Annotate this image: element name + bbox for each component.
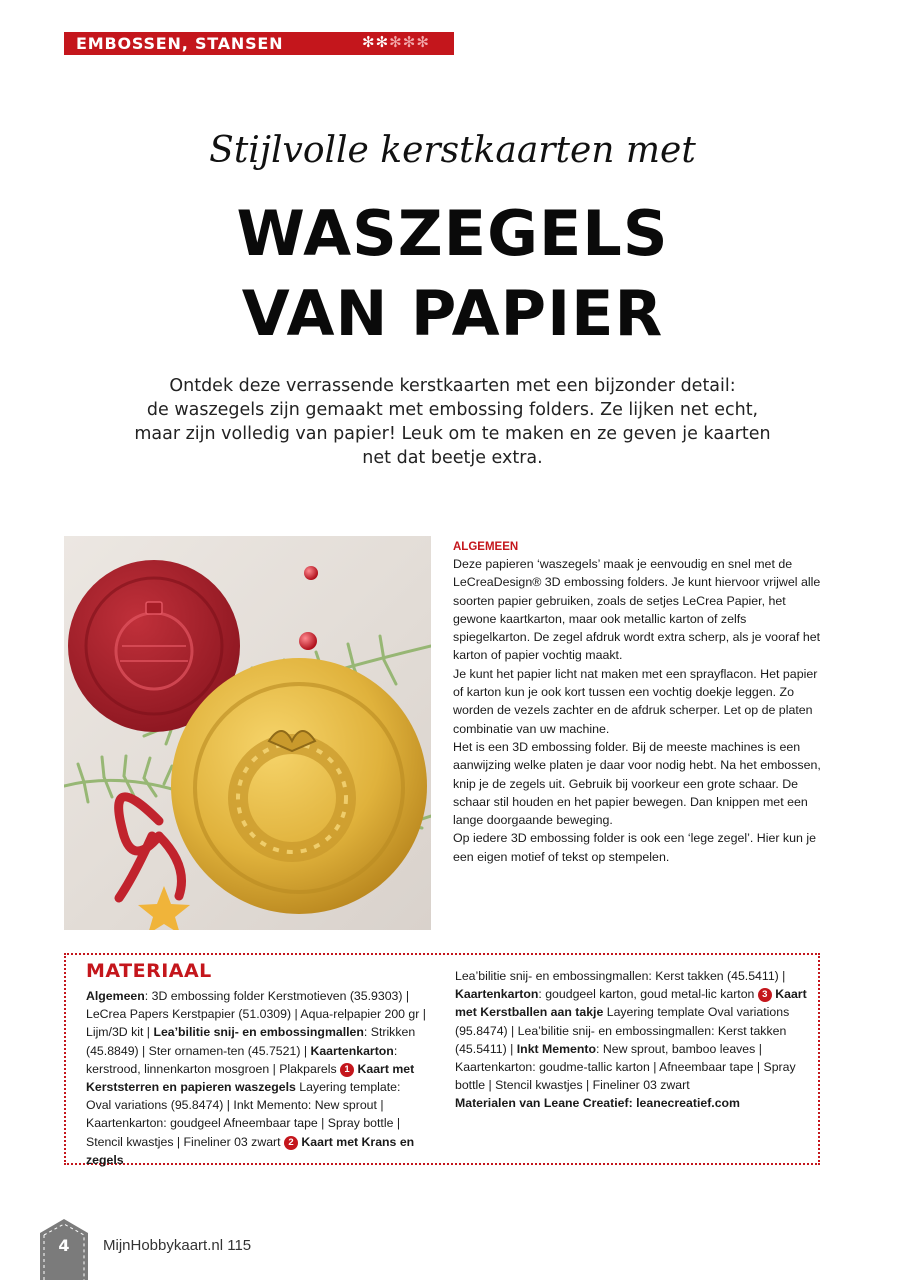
card-title: Kaart met Kerststerren en papieren waszegels <box>86 1061 415 1095</box>
card-number-badge: 3 <box>758 988 772 1002</box>
wax-seal-photo <box>64 536 431 930</box>
star-icon: ✻ <box>402 34 416 51</box>
article-body <box>453 555 821 866</box>
materials-text: Layering template Oval variations (95.8474) | Lea’bilitie snij- en embossingmallen: Kerst takken (45.5411) | <box>455 1005 790 1056</box>
headline-line-1: WASZEGELS <box>236 197 669 270</box>
materials-title: MATERIAAL <box>86 960 212 982</box>
tag-stars <box>362 34 429 52</box>
article-paragraph: Het is een 3D embossing folder. Bij de meeste machines is een aanwijzing welke platen je daar voor nodig hebt. Na het embossen, knip je de zegels uit. Gebruik bij voorkeur een grote schaar. De schaar stil houden en het papier bewegen. Dan knippen met een lange doorgaande beweging. <box>453 739 821 828</box>
page-number: 4 <box>58 1236 70 1255</box>
materials-label: Kaartenkarton <box>310 1043 394 1058</box>
materials-text: : kerstrood, linnenkarton mosgroen | Plakparels <box>86 1043 398 1076</box>
star-icon: ✻ <box>362 34 375 51</box>
materials-text: Lea’bilitie snij- en embossingmallen: Kerst takken (45.5411) | <box>455 969 786 983</box>
star-icon: ✻ <box>389 34 402 51</box>
article-column <box>453 540 821 866</box>
publication-name: MijnHobbykaart.nl 115 <box>103 1237 252 1254</box>
materials-text: : goudgeel karton, goud metal-lic karton <box>538 987 758 1002</box>
article-paragraph: Deze papieren ‘waszegels’ maak je eenvoudig en snel met de LeCreaDesign® 3D embossing folders. Je kunt hiervoor vrijwel alle soorten papier gebruiken, zoals de setjes LeCrea Papier, het gewone kaartkarton, maar ook metallic karton of zelfs spiegelkarton. De zegel afdruk wordt extra scherp, als je vooraf het karton of papier vochtig maakt. <box>453 557 821 663</box>
article-heading: ALGEMEEN <box>453 541 519 553</box>
materials-text: : 3D embossing folder Kerstmotieven (35.9303) | LeCrea Papers Kerstpapier (51.0309) | Aqua-relpapier 200 gr | Lijm/3D kit | <box>86 989 426 1040</box>
intro-line: de waszegels zijn gemaakt met embossing folders. Ze lijken net echt, <box>146 400 759 420</box>
materials-text: Layering template: Oval variations (95.8474) | Inkt Memento: New sprout | Kaartenkarton: goudgeel Afneembaar tape | Spray bottle | Stencil kwastjes | Fineliner 03 zwart <box>86 1080 401 1149</box>
card-title: Kaart met Kerstballen aan takje <box>455 987 807 1020</box>
section-tag <box>64 32 454 55</box>
headline-line-2: VAN PAPIER <box>241 277 664 350</box>
title-kicker: Stijlvolle kerstkaarten met <box>209 130 696 171</box>
materials-label: Lea’bilitie snij- en embossingmallen <box>153 1025 364 1040</box>
materials-label: Kaartenkarton <box>455 987 539 1002</box>
card-number-badge: 1 <box>340 1063 354 1077</box>
materials-column-right <box>455 967 817 1113</box>
intro-text <box>130 374 775 470</box>
supplier-credit: Materialen van Leane Creatief: leanecreatief.com <box>455 1096 740 1111</box>
materials-box <box>64 953 820 1165</box>
article-paragraph: Je kunt het papier licht nat maken met een sprayflacon. Het papier of karton kun je ook kort tussen een vochtig doekje leggen. Zo worden de vezels zachter en de afdruk scherper. Let op de platen combinatie van uw machine. <box>453 666 818 736</box>
star-icon: ✻ <box>416 34 429 51</box>
materials-text: : New sprout, bamboo leaves | Kaartenkarton: goudme-tallic karton | Afneembaar tape | Spray bottle | Stencil kwastjes | Fineliner 03 zwart <box>455 1041 796 1093</box>
intro-line: Ontdek deze verrassende kerstkaarten met een bijzonder detail: <box>169 376 736 396</box>
card-number-badge: 2 <box>284 1136 298 1150</box>
intro-line: maar zijn volledig van papier! Leuk om te maken en ze geven je kaarten <box>134 424 771 444</box>
star-icon: ✻ <box>375 34 389 51</box>
article-paragraph: Op iedere 3D embossing folder is ook een ‘lege zegel’. Hier kun je een eigen motief of tekst op stempelen. <box>453 831 816 864</box>
materials-label: Algemeen <box>86 989 145 1003</box>
section-label: EMBOSSEN, STANSEN <box>76 34 284 53</box>
card-title: Kaart met Krans en zegels <box>86 1134 415 1167</box>
materials-text: : Strikken (45.8849) | Ster ornamen-ten (45.7521) | <box>86 1025 416 1058</box>
materials-column-left <box>86 987 426 1169</box>
intro-line: net dat beetje extra. <box>362 448 543 468</box>
materials-label: Inkt Memento <box>516 1041 597 1056</box>
